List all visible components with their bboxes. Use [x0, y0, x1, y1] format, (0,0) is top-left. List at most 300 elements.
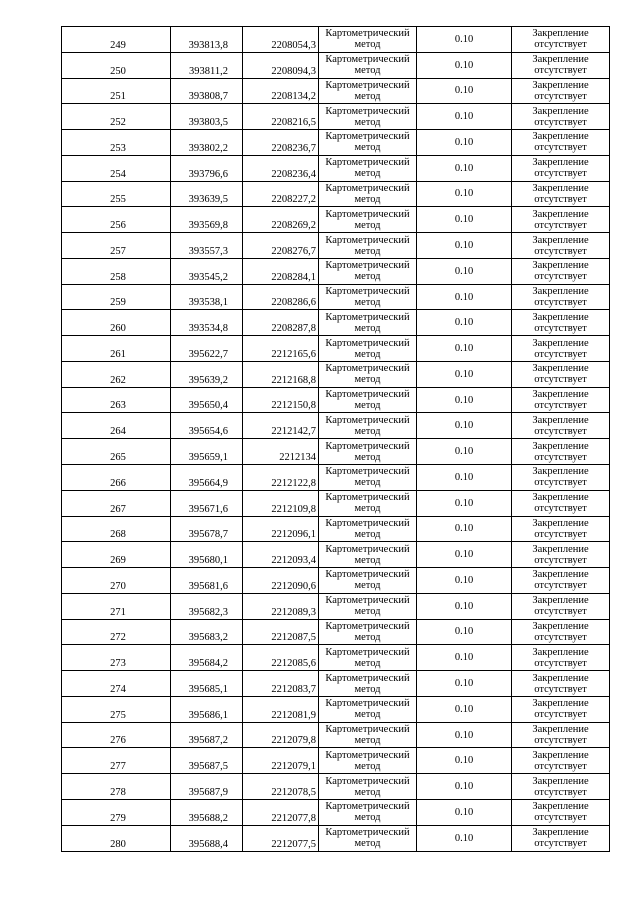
- accuracy-cell: 0.10: [417, 696, 512, 722]
- method-text-line1: Картометрический: [325, 54, 410, 66]
- y-coordinate-cell: 2208227,2: [243, 181, 319, 207]
- method-cell: [319, 774, 417, 800]
- point-number-cell: 256: [62, 207, 171, 233]
- fixation-cell: [512, 799, 610, 825]
- method-text-line1: Картометрический: [325, 517, 410, 529]
- method-cell: [319, 619, 417, 645]
- method-cell: [319, 748, 417, 774]
- x-coordinate-cell: 395650,4: [171, 387, 243, 413]
- fixation-text-line1: Закрепление: [532, 208, 589, 220]
- method-text-line2: метод: [354, 683, 381, 695]
- point-number-cell: 269: [62, 542, 171, 568]
- fixation-text-line1: Закрепление: [532, 492, 589, 504]
- x-coordinate-cell: 393802,2: [171, 130, 243, 156]
- table-row: [62, 104, 610, 130]
- fixation-text-line2: отсутствует: [534, 709, 587, 721]
- fixation-text-line1: Закрепление: [532, 131, 589, 143]
- method-text-line1: Картометрический: [325, 569, 410, 581]
- table-row: [62, 181, 610, 207]
- x-coordinate-cell: 395688,2: [171, 799, 243, 825]
- table-row: [62, 619, 610, 645]
- fixation-text-line1: Закрепление: [532, 260, 589, 272]
- y-coordinate-cell: 2212168,8: [243, 361, 319, 387]
- fixation-cell: [512, 233, 610, 259]
- fixation-cell: [512, 413, 610, 439]
- x-coordinate-cell: 395659,1: [171, 439, 243, 465]
- y-coordinate-cell: 2208287,8: [243, 310, 319, 336]
- method-text-line2: метод: [354, 65, 381, 77]
- fixation-text-line1: Закрепление: [532, 286, 589, 298]
- y-coordinate-cell: 2212090,6: [243, 568, 319, 594]
- fixation-text-line2: отсутствует: [534, 838, 587, 850]
- accuracy-cell: 0.10: [417, 361, 512, 387]
- fixation-text-line2: отсутствует: [534, 580, 587, 592]
- method-text-line2: метод: [354, 503, 381, 515]
- coordinates-table: [61, 26, 610, 852]
- x-coordinate-cell: 395684,2: [171, 645, 243, 671]
- fixation-text-line2: отсутствует: [534, 39, 587, 51]
- table-row: [62, 207, 610, 233]
- x-coordinate-cell: 395680,1: [171, 542, 243, 568]
- method-text-line2: метод: [354, 245, 381, 257]
- fixation-text-line2: отсутствует: [534, 683, 587, 695]
- fixation-cell: [512, 748, 610, 774]
- accuracy-cell: 0.10: [417, 799, 512, 825]
- table-row: [62, 130, 610, 156]
- accuracy-cell: 0.10: [417, 413, 512, 439]
- y-coordinate-cell: 2212085,6: [243, 645, 319, 671]
- method-text-line2: метод: [354, 554, 381, 566]
- point-number-cell: 278: [62, 774, 171, 800]
- method-cell: [319, 258, 417, 284]
- accuracy-cell: 0.10: [417, 310, 512, 336]
- fixation-text-line2: отсутствует: [534, 65, 587, 77]
- y-coordinate-cell: 2212081,9: [243, 696, 319, 722]
- fixation-text-line2: отсутствует: [534, 219, 587, 231]
- method-cell: [319, 284, 417, 310]
- accuracy-cell: 0.10: [417, 542, 512, 568]
- method-text-line2: метод: [354, 735, 381, 747]
- x-coordinate-cell: 393639,5: [171, 181, 243, 207]
- method-cell: [319, 413, 417, 439]
- method-text-line2: метод: [354, 400, 381, 412]
- method-text-line1: Картометрический: [325, 466, 410, 478]
- table-row: [62, 155, 610, 181]
- method-text-line1: Картометрический: [325, 157, 410, 169]
- fixation-cell: [512, 568, 610, 594]
- fixation-text-line2: отсутствует: [534, 400, 587, 412]
- fixation-cell: [512, 490, 610, 516]
- fixation-text-line2: отсутствует: [534, 297, 587, 309]
- fixation-text-line2: отсутствует: [534, 451, 587, 463]
- x-coordinate-cell: 395664,9: [171, 465, 243, 491]
- fixation-text-line2: отсутствует: [534, 245, 587, 257]
- table-row: [62, 593, 610, 619]
- method-text-line1: Картометрический: [325, 620, 410, 632]
- fixation-cell: [512, 27, 610, 53]
- method-text-line2: метод: [354, 760, 381, 772]
- table-row: [62, 722, 610, 748]
- accuracy-cell: 0.10: [417, 593, 512, 619]
- method-text-line1: Картометрический: [325, 801, 410, 813]
- point-number-cell: 279: [62, 799, 171, 825]
- point-number-cell: 258: [62, 258, 171, 284]
- method-text-line1: Картометрический: [325, 698, 410, 710]
- table-row: [62, 413, 610, 439]
- y-coordinate-cell: 2212122,8: [243, 465, 319, 491]
- point-number-cell: 259: [62, 284, 171, 310]
- accuracy-cell: 0.10: [417, 130, 512, 156]
- fixation-cell: [512, 52, 610, 78]
- table-row: [62, 645, 610, 671]
- method-text-line2: метод: [354, 142, 381, 154]
- point-number-cell: 267: [62, 490, 171, 516]
- method-text-line2: метод: [354, 709, 381, 721]
- fixation-cell: [512, 696, 610, 722]
- table-row: [62, 696, 610, 722]
- table-row: [62, 568, 610, 594]
- fixation-text-line2: отсутствует: [534, 90, 587, 102]
- fixation-cell: [512, 774, 610, 800]
- method-text-line2: метод: [354, 297, 381, 309]
- table-row: [62, 52, 610, 78]
- x-coordinate-cell: 393796,6: [171, 155, 243, 181]
- method-text-line1: Картометрический: [325, 414, 410, 426]
- method-cell: [319, 78, 417, 104]
- fixation-cell: [512, 155, 610, 181]
- fixation-text-line1: Закрепление: [532, 698, 589, 710]
- table-row: [62, 258, 610, 284]
- fixation-cell: [512, 542, 610, 568]
- method-cell: [319, 645, 417, 671]
- fixation-text-line2: отсутствует: [534, 477, 587, 489]
- point-number-cell: 272: [62, 619, 171, 645]
- method-cell: [319, 825, 417, 851]
- table-row: [62, 233, 610, 259]
- table-row: [62, 27, 610, 53]
- fixation-text-line1: Закрепление: [532, 620, 589, 632]
- method-text-line1: Картометрический: [325, 182, 410, 194]
- fixation-text-line1: Закрепление: [532, 28, 589, 40]
- point-number-cell: 266: [62, 465, 171, 491]
- table-row: [62, 336, 610, 362]
- method-text-line2: метод: [354, 631, 381, 643]
- fixation-text-line1: Закрепление: [532, 595, 589, 607]
- accuracy-cell: 0.10: [417, 258, 512, 284]
- y-coordinate-cell: 2212150,8: [243, 387, 319, 413]
- method-text-line1: Картометрический: [325, 543, 410, 555]
- fixation-text-line2: отсутствует: [534, 271, 587, 283]
- point-number-cell: 274: [62, 671, 171, 697]
- method-text-line2: метод: [354, 193, 381, 205]
- accuracy-cell: 0.10: [417, 52, 512, 78]
- y-coordinate-cell: 2212165,6: [243, 336, 319, 362]
- method-cell: [319, 465, 417, 491]
- fixation-text-line1: Закрепление: [532, 363, 589, 375]
- method-cell: [319, 155, 417, 181]
- fixation-cell: [512, 593, 610, 619]
- accuracy-cell: 0.10: [417, 439, 512, 465]
- point-number-cell: 280: [62, 825, 171, 851]
- fixation-cell: [512, 619, 610, 645]
- fixation-text-line1: Закрепление: [532, 311, 589, 323]
- point-number-cell: 275: [62, 696, 171, 722]
- point-number-cell: 265: [62, 439, 171, 465]
- method-text-line2: метод: [354, 528, 381, 540]
- fixation-text-line1: Закрепление: [532, 724, 589, 736]
- accuracy-cell: 0.10: [417, 336, 512, 362]
- y-coordinate-cell: 2208216,5: [243, 104, 319, 130]
- y-coordinate-cell: 2208054,3: [243, 27, 319, 53]
- x-coordinate-cell: 393803,5: [171, 104, 243, 130]
- fixation-text-line1: Закрепление: [532, 389, 589, 401]
- point-number-cell: 251: [62, 78, 171, 104]
- accuracy-cell: 0.10: [417, 27, 512, 53]
- method-cell: [319, 336, 417, 362]
- x-coordinate-cell: 395622,7: [171, 336, 243, 362]
- method-cell: [319, 52, 417, 78]
- fixation-text-line2: отсутствует: [534, 606, 587, 618]
- method-text-line1: Картометрический: [325, 749, 410, 761]
- method-text-line1: Картометрический: [325, 827, 410, 839]
- method-cell: [319, 181, 417, 207]
- fixation-text-line2: отсутствует: [534, 760, 587, 772]
- y-coordinate-cell: 2212083,7: [243, 671, 319, 697]
- y-coordinate-cell: 2212134: [243, 439, 319, 465]
- accuracy-cell: 0.10: [417, 516, 512, 542]
- fixation-cell: [512, 336, 610, 362]
- method-text-line2: метод: [354, 322, 381, 334]
- method-text-line1: Картометрический: [325, 208, 410, 220]
- method-text-line2: метод: [354, 116, 381, 128]
- method-text-line1: Картометрический: [325, 286, 410, 298]
- point-number-cell: 252: [62, 104, 171, 130]
- fixation-text-line1: Закрепление: [532, 569, 589, 581]
- point-number-cell: 250: [62, 52, 171, 78]
- y-coordinate-cell: 2208276,7: [243, 233, 319, 259]
- method-text-line1: Картометрический: [325, 28, 410, 40]
- x-coordinate-cell: 395685,1: [171, 671, 243, 697]
- table-row: [62, 516, 610, 542]
- table-row: [62, 439, 610, 465]
- accuracy-cell: 0.10: [417, 490, 512, 516]
- fixation-text-line1: Закрепление: [532, 827, 589, 839]
- fixation-text-line1: Закрепление: [532, 182, 589, 194]
- point-number-cell: 262: [62, 361, 171, 387]
- table-row: [62, 825, 610, 851]
- point-number-cell: 253: [62, 130, 171, 156]
- accuracy-cell: 0.10: [417, 619, 512, 645]
- x-coordinate-cell: 393808,7: [171, 78, 243, 104]
- y-coordinate-cell: 2208094,3: [243, 52, 319, 78]
- method-text-line1: Картометрический: [325, 775, 410, 787]
- point-number-cell: 277: [62, 748, 171, 774]
- method-text-line2: метод: [354, 477, 381, 489]
- fixation-text-line2: отсутствует: [534, 786, 587, 798]
- x-coordinate-cell: 395688,4: [171, 825, 243, 851]
- x-coordinate-cell: 395654,6: [171, 413, 243, 439]
- method-text-line1: Картометрический: [325, 595, 410, 607]
- x-coordinate-cell: 393545,2: [171, 258, 243, 284]
- y-coordinate-cell: 2212077,8: [243, 799, 319, 825]
- method-text-line1: Картометрический: [325, 646, 410, 658]
- point-number-cell: 263: [62, 387, 171, 413]
- method-cell: [319, 27, 417, 53]
- fixation-text-line1: Закрепление: [532, 543, 589, 555]
- fixation-text-line1: Закрепление: [532, 105, 589, 117]
- y-coordinate-cell: 2208286,6: [243, 284, 319, 310]
- method-text-line2: метод: [354, 838, 381, 850]
- fixation-text-line2: отсутствует: [534, 425, 587, 437]
- method-text-line1: Картометрический: [325, 260, 410, 272]
- y-coordinate-cell: 2212096,1: [243, 516, 319, 542]
- method-text-line1: Картометрический: [325, 389, 410, 401]
- fixation-text-line1: Закрепление: [532, 440, 589, 452]
- accuracy-cell: 0.10: [417, 155, 512, 181]
- accuracy-cell: 0.10: [417, 387, 512, 413]
- accuracy-cell: 0.10: [417, 233, 512, 259]
- fixation-text-line2: отсутствует: [534, 657, 587, 669]
- method-cell: [319, 387, 417, 413]
- accuracy-cell: 0.10: [417, 671, 512, 697]
- method-cell: [319, 568, 417, 594]
- method-cell: [319, 799, 417, 825]
- table-row: [62, 361, 610, 387]
- fixation-cell: [512, 207, 610, 233]
- method-text-line1: Картометрический: [325, 672, 410, 684]
- fixation-text-line1: Закрепление: [532, 157, 589, 169]
- y-coordinate-cell: 2212142,7: [243, 413, 319, 439]
- method-text-line1: Картометрический: [325, 492, 410, 504]
- point-number-cell: 276: [62, 722, 171, 748]
- method-text-line2: метод: [354, 39, 381, 51]
- x-coordinate-cell: 395671,6: [171, 490, 243, 516]
- fixation-cell: [512, 78, 610, 104]
- y-coordinate-cell: 2208284,1: [243, 258, 319, 284]
- accuracy-cell: 0.10: [417, 104, 512, 130]
- point-number-cell: 249: [62, 27, 171, 53]
- accuracy-cell: 0.10: [417, 568, 512, 594]
- fixation-cell: [512, 465, 610, 491]
- method-text-line1: Картометрический: [325, 440, 410, 452]
- fixation-text-line2: отсутствует: [534, 193, 587, 205]
- method-cell: [319, 593, 417, 619]
- fixation-cell: [512, 439, 610, 465]
- fixation-cell: [512, 104, 610, 130]
- method-text-line2: метод: [354, 348, 381, 360]
- fixation-text-line1: Закрепление: [532, 749, 589, 761]
- accuracy-cell: 0.10: [417, 774, 512, 800]
- fixation-cell: [512, 825, 610, 851]
- fixation-text-line1: Закрепление: [532, 672, 589, 684]
- method-cell: [319, 233, 417, 259]
- point-number-cell: 264: [62, 413, 171, 439]
- fixation-text-line1: Закрепление: [532, 414, 589, 426]
- method-text-line2: метод: [354, 374, 381, 386]
- fixation-text-line1: Закрепление: [532, 517, 589, 529]
- fixation-text-line2: отсутствует: [534, 812, 587, 824]
- point-number-cell: 273: [62, 645, 171, 671]
- x-coordinate-cell: 395686,1: [171, 696, 243, 722]
- method-text-line2: метод: [354, 451, 381, 463]
- table-row: [62, 490, 610, 516]
- y-coordinate-cell: 2212093,4: [243, 542, 319, 568]
- method-text-line2: метод: [354, 219, 381, 231]
- fixation-cell: [512, 130, 610, 156]
- fixation-text-line1: Закрепление: [532, 466, 589, 478]
- fixation-text-line1: Закрепление: [532, 646, 589, 658]
- x-coordinate-cell: 393813,8: [171, 27, 243, 53]
- point-number-cell: 271: [62, 593, 171, 619]
- fixation-cell: [512, 516, 610, 542]
- y-coordinate-cell: 2212079,1: [243, 748, 319, 774]
- table-row: [62, 387, 610, 413]
- fixation-text-line1: Закрепление: [532, 234, 589, 246]
- accuracy-cell: 0.10: [417, 78, 512, 104]
- fixation-text-line2: отсутствует: [534, 322, 587, 334]
- method-text-line2: метод: [354, 606, 381, 618]
- method-cell: [319, 310, 417, 336]
- method-text-line2: метод: [354, 271, 381, 283]
- method-text-line1: Картометрический: [325, 337, 410, 349]
- y-coordinate-cell: 2212109,8: [243, 490, 319, 516]
- method-text-line2: метод: [354, 168, 381, 180]
- accuracy-cell: 0.10: [417, 181, 512, 207]
- method-text-line1: Картометрический: [325, 311, 410, 323]
- method-text-line2: метод: [354, 786, 381, 798]
- point-number-cell: 268: [62, 516, 171, 542]
- table-row: [62, 284, 610, 310]
- fixation-text-line2: отсутствует: [534, 116, 587, 128]
- x-coordinate-cell: 395639,2: [171, 361, 243, 387]
- x-coordinate-cell: 393557,3: [171, 233, 243, 259]
- fixation-text-line1: Закрепление: [532, 801, 589, 813]
- x-coordinate-cell: 393538,1: [171, 284, 243, 310]
- point-number-cell: 261: [62, 336, 171, 362]
- method-text-line2: метод: [354, 425, 381, 437]
- y-coordinate-cell: 2212078,5: [243, 774, 319, 800]
- method-text-line1: Картометрический: [325, 79, 410, 91]
- x-coordinate-cell: 393569,8: [171, 207, 243, 233]
- x-coordinate-cell: 393534,8: [171, 310, 243, 336]
- method-cell: [319, 671, 417, 697]
- table-row: [62, 671, 610, 697]
- fixation-text-line2: отсутствует: [534, 554, 587, 566]
- method-text-line2: метод: [354, 657, 381, 669]
- fixation-cell: [512, 310, 610, 336]
- point-number-cell: 254: [62, 155, 171, 181]
- method-cell: [319, 361, 417, 387]
- fixation-text-line2: отсутствует: [534, 528, 587, 540]
- table-row: [62, 774, 610, 800]
- fixation-text-line1: Закрепление: [532, 337, 589, 349]
- method-text-line1: Картометрический: [325, 131, 410, 143]
- fixation-cell: [512, 181, 610, 207]
- method-text-line1: Картометрический: [325, 105, 410, 117]
- table-row: [62, 465, 610, 491]
- x-coordinate-cell: 395687,2: [171, 722, 243, 748]
- method-text-line2: метод: [354, 90, 381, 102]
- y-coordinate-cell: 2208236,7: [243, 130, 319, 156]
- x-coordinate-cell: 393811,2: [171, 52, 243, 78]
- fixation-text-line2: отсутствует: [534, 142, 587, 154]
- accuracy-cell: 0.10: [417, 722, 512, 748]
- fixation-cell: [512, 645, 610, 671]
- y-coordinate-cell: 2208134,2: [243, 78, 319, 104]
- method-text-line2: метод: [354, 812, 381, 824]
- table-row: [62, 542, 610, 568]
- method-text-line1: Картометрический: [325, 234, 410, 246]
